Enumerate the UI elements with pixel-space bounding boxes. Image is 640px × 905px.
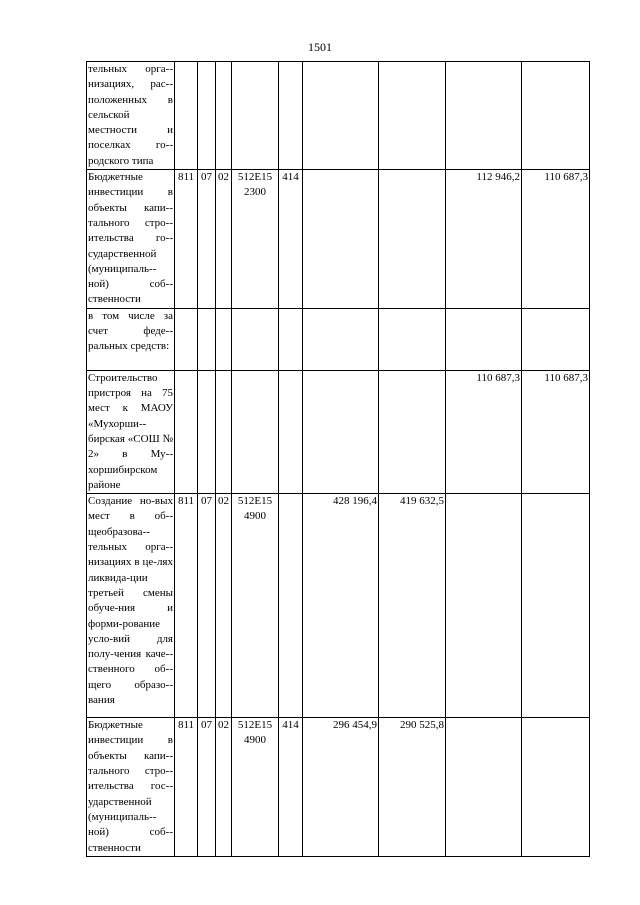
cell-value-3 [446, 62, 522, 170]
cell-target-article: 512E15 4900 [232, 718, 279, 857]
cell-value-1 [303, 370, 379, 493]
cell-value-2: 419 632,5 [379, 494, 446, 718]
table-row [87, 718, 590, 857]
cell-section: 07 [198, 494, 216, 718]
page-number: 1501 [308, 40, 332, 54]
table-row [87, 370, 590, 493]
cell-value-2: 290 525,8 [379, 718, 446, 857]
cell-section [198, 308, 216, 370]
cell-value-2 [379, 370, 446, 493]
cell-value-2 [379, 170, 446, 309]
row-name: Бюджетные инвестиции в объекты капи-тального стро-ительства гос-ударственной (муниципаль-ной) соб-ственности [87, 718, 175, 857]
budget-table [86, 61, 590, 857]
cell-expense-type [279, 308, 303, 370]
cell-target-article: 512E15 4900 [232, 494, 279, 718]
cell-value-2 [379, 62, 446, 170]
cell-target-article [232, 62, 279, 170]
row-name: в том числе за счет феде-ральных средств: [87, 308, 175, 370]
cell-target-article: 512E15 2300 [232, 170, 279, 309]
row-name: Создание но-вых мест в об-щеобразова-тельных орга-низациях в це-лях ликвида-ции третьей смены обуче-ния и форми-рование усло-вий для полу-чения каче-ственного об-щего образо-вания [87, 494, 175, 718]
cell-value-3 [446, 494, 522, 718]
row-name: Бюджетные инвестиции в объекты капи-тального стро-ительства го-сударственной (муниципаль-ной) соб-ственности [87, 170, 175, 309]
cell-value-3: 110 687,3 [446, 370, 522, 493]
table-row [87, 494, 590, 718]
cell-expense-type [279, 62, 303, 170]
cell-grbs: 811 [175, 718, 198, 857]
cell-subsection [216, 370, 232, 493]
cell-value-2 [379, 308, 446, 370]
cell-subsection [216, 62, 232, 170]
cell-section: 07 [198, 170, 216, 309]
cell-grbs: 811 [175, 170, 198, 309]
cell-value-3: 112 946,2 [446, 170, 522, 309]
cell-value-1: 296 454,9 [303, 718, 379, 857]
cell-value-1 [303, 62, 379, 170]
cell-subsection: 02 [216, 170, 232, 309]
cell-section: 07 [198, 718, 216, 857]
cell-subsection: 02 [216, 494, 232, 718]
cell-value-4: 110 687,3 [522, 370, 590, 493]
cell-grbs [175, 62, 198, 170]
row-name: Строительство пристроя на 75 мест к МАОУ «Мухорши-бирская «СОШ № 2» в Му-хоршибирском районе [87, 370, 175, 493]
cell-value-4 [522, 308, 590, 370]
cell-value-3 [446, 308, 522, 370]
cell-value-3 [446, 718, 522, 857]
table-row [87, 170, 590, 309]
cell-expense-type: 414 [279, 170, 303, 309]
cell-section [198, 370, 216, 493]
cell-value-1: 428 196,4 [303, 494, 379, 718]
cell-expense-type: 414 [279, 718, 303, 857]
row-name: тельных орга-низациях, рас-положенных в сельской местности и поселках го-родского типа [87, 62, 175, 170]
cell-target-article [232, 308, 279, 370]
cell-value-1 [303, 308, 379, 370]
cell-section [198, 62, 216, 170]
cell-value-4: 110 687,3 [522, 170, 590, 309]
cell-value-1 [303, 170, 379, 309]
cell-expense-type [279, 370, 303, 493]
cell-value-4 [522, 494, 590, 718]
cell-value-4 [522, 718, 590, 857]
cell-grbs: 811 [175, 494, 198, 718]
cell-subsection: 02 [216, 718, 232, 857]
cell-value-4 [522, 62, 590, 170]
table-row [87, 62, 590, 170]
cell-subsection [216, 308, 232, 370]
table-row [87, 308, 590, 370]
cell-target-article [232, 370, 279, 493]
cell-expense-type [279, 494, 303, 718]
cell-grbs [175, 308, 198, 370]
cell-grbs [175, 370, 198, 493]
